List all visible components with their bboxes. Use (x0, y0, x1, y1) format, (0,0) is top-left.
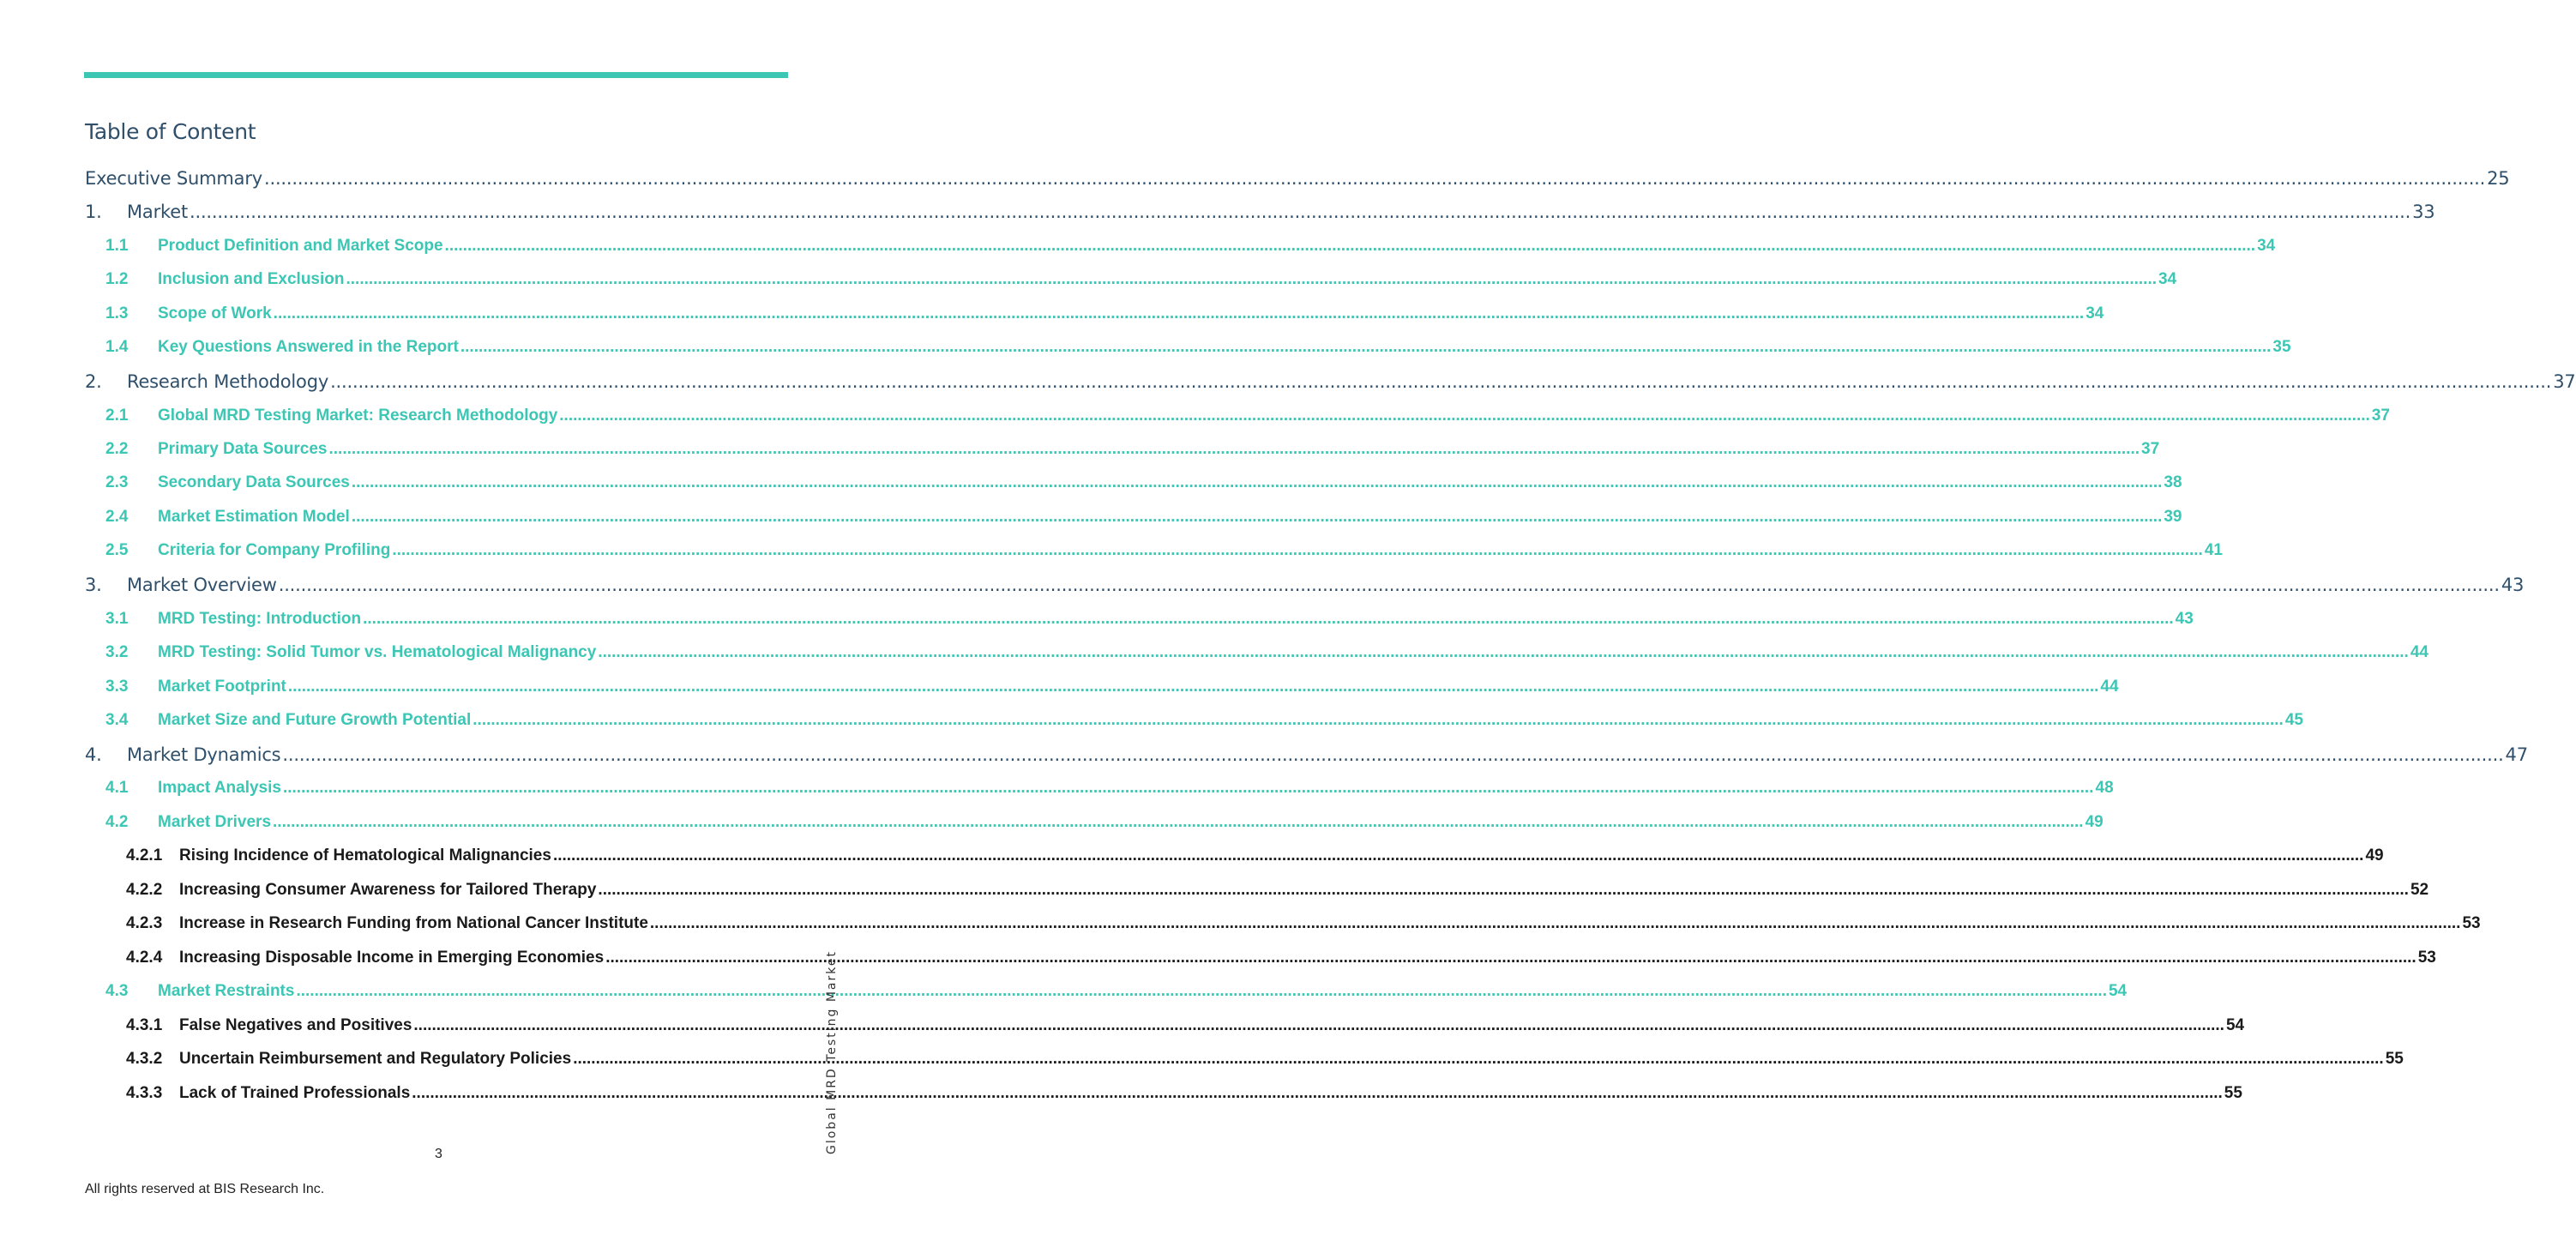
toc-entry-number: 4.3.3 (126, 1084, 163, 1102)
toc-entry-number: 4.3.1 (126, 1016, 163, 1034)
toc-leader-dots: ................................................................................................................................................................................................................................................................................................................................................................................................................ (559, 407, 2370, 425)
toc-entry-page: 37 (2553, 371, 2576, 392)
toc-entry-page: 53 (2417, 949, 2436, 967)
toc-leader-dots: ................................................................................................................................................................................................................................................................................................................................................................................................................ (278, 575, 2500, 595)
toc-entry-number: 1. (85, 202, 102, 222)
toc-entry-page: 55 (2224, 1084, 2242, 1102)
toc-entry-page: 49 (2085, 813, 2104, 831)
toc-leader-dots: ................................................................................................................................................................................................................................................................................................................................................................................................................ (328, 440, 2140, 458)
toc-entry[interactable] (85, 813, 2104, 839)
toc-entry[interactable] (85, 168, 2510, 194)
toc-entry-number: 2.5 (105, 541, 129, 559)
toc-leader-dots: ................................................................................................................................................................................................................................................................................................................................................................................................................ (573, 1050, 2384, 1068)
toc-entry-title: Market (127, 202, 188, 222)
toc-entry-title: Research Methodology (127, 371, 329, 392)
toc-entry[interactable] (85, 678, 2119, 703)
toc-entry-number: 1.1 (105, 237, 129, 255)
toc-entry[interactable] (85, 541, 2223, 567)
toc-entry-page: 45 (2284, 711, 2303, 729)
toc-entry-number: 2. (85, 371, 102, 392)
toc-entry[interactable] (85, 304, 2104, 330)
toc-entry[interactable] (85, 407, 2390, 432)
toc-entry-number: 3. (85, 575, 102, 595)
toc-entry-number: 4.2.3 (126, 914, 163, 932)
toc-entry[interactable] (85, 575, 2525, 600)
toc-leader-dots: ................................................................................................................................................................................................................................................................................................................................................................................................................ (413, 1016, 2224, 1034)
toc-entry-number: 3.4 (105, 711, 129, 729)
toc-leader-dots: ................................................................................................................................................................................................................................................................................................................................................................................................................ (287, 678, 2099, 696)
toc-entry[interactable] (85, 371, 2576, 397)
toc-leader-dots: ................................................................................................................................................................................................................................................................................................................................................................................................................ (273, 304, 2085, 322)
toc-entry-page: 54 (2225, 1016, 2245, 1034)
toc-leader-dots: ................................................................................................................................................................................................................................................................................................................................................................................................................ (351, 508, 2163, 526)
toc-entry[interactable] (85, 949, 2436, 974)
toc-leader-dots: ................................................................................................................................................................................................................................................................................................................................................................................................................ (649, 914, 2461, 932)
toc-entry[interactable] (85, 1084, 2242, 1110)
toc-entry-page: 47 (2505, 744, 2528, 765)
toc-entry-number: 1.3 (105, 304, 129, 322)
toc-entry-number: 3.2 (105, 643, 129, 661)
toc-entry-title: Impact Analysis (158, 779, 281, 797)
toc-entry-number: 3.3 (105, 678, 129, 696)
toc-entry-number: 1.4 (105, 338, 129, 356)
toc-leader-dots: ................................................................................................................................................................................................................................................................................................................................................................................................................ (296, 982, 2107, 1000)
toc-entry[interactable] (85, 237, 2276, 262)
toc-entry[interactable] (85, 914, 2481, 940)
toc-entry-title: Executive Summary (85, 168, 262, 189)
toc-entry[interactable] (85, 779, 2114, 804)
toc-entry-title: Market Overview (127, 575, 277, 595)
toc-entry-page: 55 (2385, 1050, 2404, 1068)
toc-leader-dots: ................................................................................................................................................................................................................................................................................................................................................................................................................ (351, 473, 2163, 491)
toc-entry-number: 4.2.4 (126, 949, 163, 967)
toc-entry[interactable] (85, 610, 2194, 636)
toc-entry-title: Lack of Trained Professionals (179, 1084, 411, 1102)
toc-entry-page: 49 (2365, 846, 2384, 864)
toc-entry-page: 43 (2501, 575, 2525, 595)
toc-entry-title: Market Restraints (158, 982, 295, 1000)
toc-entry-page: 54 (2108, 982, 2128, 1000)
toc-leader-dots: ................................................................................................................................................................................................................................................................................................................................................................................................................ (282, 779, 2094, 797)
toc-entry-title: Secondary Data Sources (158, 473, 350, 491)
toc-entry-page: 34 (2257, 237, 2276, 255)
toc-leader-dots: ................................................................................................................................................................................................................................................................................................................................................................................................................ (392, 541, 2203, 559)
toc-entry-page: 39 (2164, 508, 2182, 526)
toc-entry-number: 3.1 (105, 610, 129, 628)
toc-entry-title: Rising Incidence of Hematological Malignancies (179, 846, 551, 864)
toc-entry-title: Primary Data Sources (158, 440, 328, 458)
toc-entry-title: Increase in Research Funding from National Cancer Institute (179, 914, 648, 932)
toc-entry-title: Market Drivers (158, 813, 272, 831)
toc-leader-dots: ................................................................................................................................................................................................................................................................................................................................................................................................................ (552, 846, 2364, 864)
side-running-title: Global MRD Testing Market (825, 950, 839, 1154)
toc-entry[interactable] (85, 744, 2528, 770)
toc-entry-title: Market Dynamics (127, 744, 281, 765)
toc-entry[interactable] (85, 982, 2128, 1008)
toc-entry-title: Increasing Consumer Awareness for Tailored Therapy (179, 881, 597, 899)
toc-entry-number: 2.4 (105, 508, 129, 526)
toc-leader-dots: ................................................................................................................................................................................................................................................................................................................................................................................................................ (460, 338, 2272, 356)
toc-leader-dots: ................................................................................................................................................................................................................................................................................................................................................................................................................ (264, 168, 2486, 189)
toc-leader-dots: ................................................................................................................................................................................................................................................................................................................................................................................................................ (346, 270, 2158, 288)
toc-entry-page: 33 (2412, 202, 2435, 222)
toc-entry-page: 34 (2085, 304, 2104, 322)
toc-leader-dots: ................................................................................................................................................................................................................................................................................................................................................................................................................ (363, 610, 2174, 628)
toc-entry-title: Product Definition and Market Scope (158, 237, 443, 255)
toc-entry-page: 41 (2204, 541, 2223, 559)
toc-entry-page: 35 (2272, 338, 2291, 356)
toc-entry-title: Market Size and Future Growth Potential (158, 711, 472, 729)
toc-entry[interactable] (85, 846, 2384, 872)
toc-entry-page: 37 (2141, 440, 2160, 458)
toc-entry[interactable] (85, 508, 2182, 533)
toc-entry-title: Criteria for Company Profiling (158, 541, 391, 559)
toc-entry-title: Global MRD Testing Market: Research Methodology (158, 407, 558, 425)
toc-entry-title: Uncertain Reimbursement and Regulatory Policies (179, 1050, 572, 1068)
toc-entry-number: 4.3.2 (126, 1050, 163, 1068)
toc-entry[interactable] (85, 1016, 2245, 1042)
toc-leader-dots: ................................................................................................................................................................................................................................................................................................................................................................................................................ (598, 643, 2409, 661)
toc-entry-page: 44 (2410, 643, 2429, 661)
toc-leader-dots: ................................................................................................................................................................................................................................................................................................................................................................................................................ (330, 371, 2552, 392)
toc-entry[interactable] (85, 338, 2291, 364)
toc-leader-dots: ................................................................................................................................................................................................................................................................................................................................................................................................................ (412, 1084, 2223, 1102)
toc-entry[interactable] (85, 643, 2429, 669)
toc-entry-number: 2.2 (105, 440, 129, 458)
toc-entry[interactable] (85, 711, 2303, 737)
toc-entry-page: 48 (2095, 779, 2114, 797)
toc-leader-dots: ................................................................................................................................................................................................................................................................................................................................................................................................................ (605, 949, 2417, 967)
toc-entry-page: 38 (2164, 473, 2182, 491)
toc-entry-page: 52 (2410, 881, 2429, 899)
toc-entry-number: 4.1 (105, 779, 129, 797)
toc-entry-page: 53 (2462, 914, 2481, 932)
toc-entry[interactable] (85, 270, 2177, 296)
toc-entry-page: 43 (2175, 610, 2194, 628)
toc-entry-number: 1.2 (105, 270, 129, 288)
toc-entry-title: Inclusion and Exclusion (158, 270, 345, 288)
toc-entry[interactable] (85, 881, 2429, 907)
toc-entry-page: 34 (2158, 270, 2177, 288)
toc-entry-title: Market Footprint (158, 678, 286, 696)
footer-copyright: All rights reserved at BIS Research Inc. (85, 1182, 325, 1196)
toc-entry-title: Scope of Work (158, 304, 272, 322)
toc-entry-number: 2.1 (105, 407, 129, 425)
toc-leader-dots: ................................................................................................................................................................................................................................................................................................................................................................................................................ (444, 237, 2256, 255)
toc-entry[interactable] (85, 440, 2160, 466)
toc-entry[interactable] (85, 202, 2435, 227)
toc-entry-title: MRD Testing: Introduction (158, 610, 362, 628)
toc-entry-number: 4.2.1 (126, 846, 163, 864)
toc-leader-dots: ................................................................................................................................................................................................................................................................................................................................................................................................................ (190, 202, 2411, 222)
toc-leader-dots: ................................................................................................................................................................................................................................................................................................................................................................................................................ (282, 744, 2504, 765)
toc-entry[interactable] (85, 473, 2182, 499)
toc-entry-title: Market Estimation Model (158, 508, 350, 526)
toc-leader-dots: ................................................................................................................................................................................................................................................................................................................................................................................................................ (273, 813, 2084, 831)
toc-entry-title: Increasing Disposable Income in Emerging Economies (179, 949, 605, 967)
toc-entry-title: Key Questions Answered in the Report (158, 338, 459, 356)
toc-entry-number: 2.3 (105, 473, 129, 491)
toc-entry-page: 25 (2487, 168, 2510, 189)
toc-entry-page: 37 (2371, 407, 2390, 425)
toc-leader-dots: ................................................................................................................................................................................................................................................................................................................................................................................................................ (598, 881, 2409, 899)
toc-entry-number: 4.2.2 (126, 881, 163, 899)
toc-leader-dots: ................................................................................................................................................................................................................................................................................................................................................................................................................ (472, 711, 2284, 729)
toc-entry-number: 4.2 (105, 813, 129, 831)
toc-entry-title: MRD Testing: Solid Tumor vs. Hematological Malignancy (158, 643, 597, 661)
page-title: Table of Content (85, 119, 256, 144)
toc-entry-number: 4.3 (105, 982, 129, 1000)
toc-entry-page: 44 (2100, 678, 2119, 696)
page-number: 3 (435, 1147, 442, 1161)
toc-entry-title: False Negatives and Positives (179, 1016, 412, 1034)
toc-entry[interactable] (85, 1050, 2404, 1075)
toc-entry-number: 4. (85, 744, 102, 765)
